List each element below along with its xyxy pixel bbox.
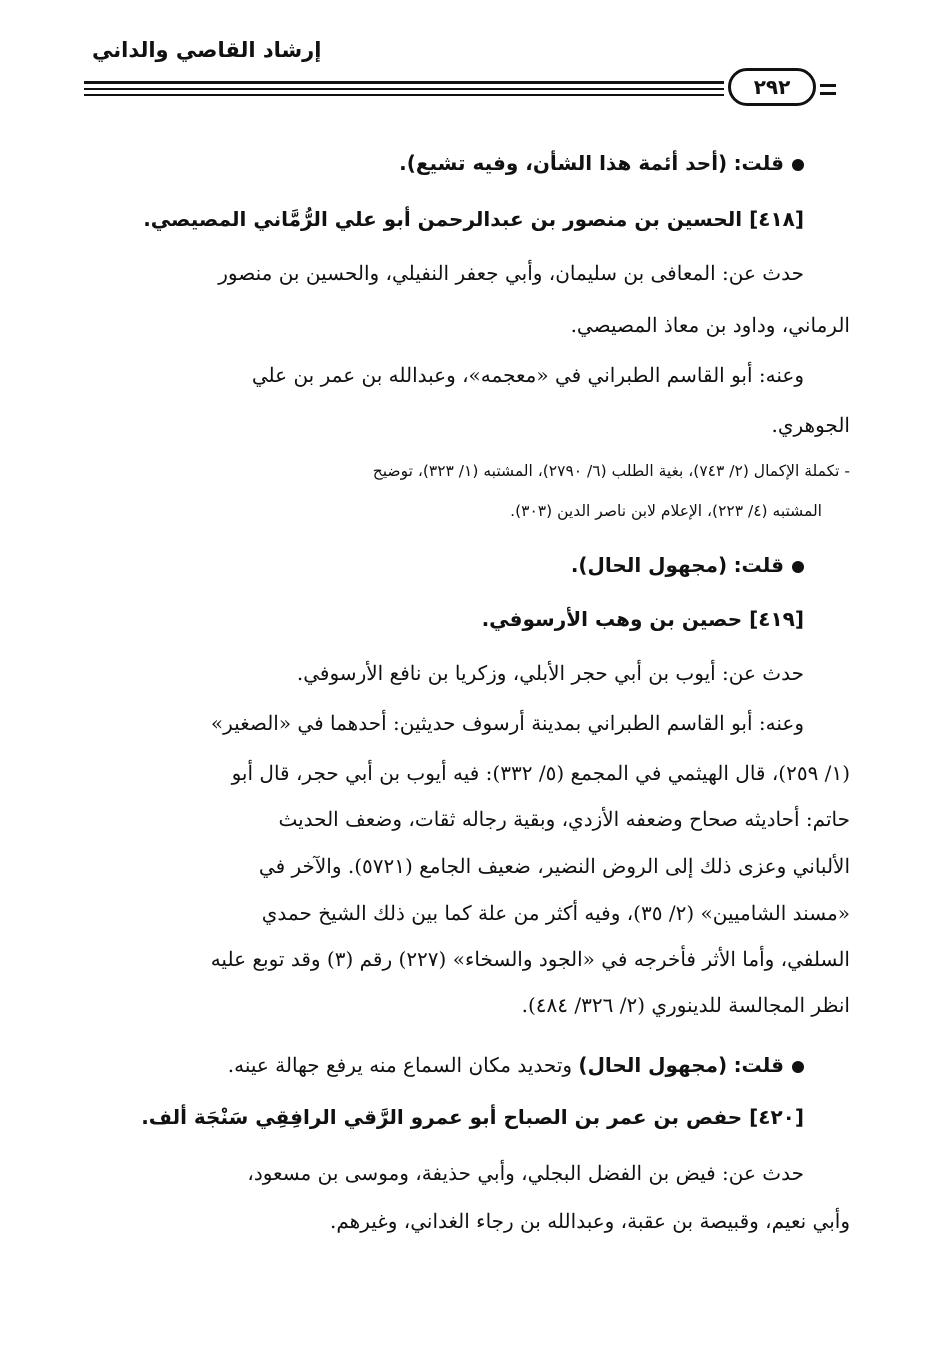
bullet-icon xyxy=(792,1061,804,1073)
qult-text: وتحديد مكان السماع منه يرفع جهالة عينه. xyxy=(227,1053,573,1077)
text-line: الألباني وعزى ذلك إلى الروض النضير، ضعيف الجامع (٥٧٢١). والآخر في xyxy=(258,854,850,878)
text-line: حدث عن: أيوب بن أبي حجر الأبلي، وزكريا بن نافع الأرسوفي. xyxy=(296,661,804,685)
header-rule xyxy=(84,94,724,96)
text-line: السلفي، وأما الأثر فأخرجه في «الجود والسخاء» (٢٢٧) رقم (٣) وقد توبع عليه xyxy=(210,947,850,971)
text-line xyxy=(80,542,850,588)
header-rule xyxy=(84,81,724,84)
text-line xyxy=(80,140,850,186)
running-title: إرشاد القاصي والداني xyxy=(92,38,322,62)
text-line: حاتم: أحاديثه صحاح وضعفه الأزدي، وبقية رجاله ثقات، وضعف الحديث xyxy=(278,807,850,831)
entry-heading: [٤١٩] حصين بن وهب الأرسوفي. xyxy=(481,607,804,631)
qult-bold-text: (مجهول الحال) xyxy=(578,1053,728,1077)
text-line: الجوهري. xyxy=(771,413,850,437)
reference-note: - تكملة الإكمال (٢/ ٧٤٣)، بغية الطلب (٦/ ٢٧٩٠)، المشتبه (١/ ٣٢٣)، توضيح xyxy=(372,462,850,480)
bullet-icon xyxy=(792,561,804,573)
text-line: وأبي نعيم، وقبيصة بن عقبة، وعبدالله بن رجاء الغداني، وغيرهم. xyxy=(330,1209,850,1233)
qult-label: قلت: xyxy=(733,1053,784,1077)
entry-heading: [٤٢٠] حفص بن عمر بن الصباح أبو عمرو الرَّقي الرافِقِي سَنْجَة ألف. xyxy=(141,1105,804,1129)
text-line: وعنه: أبو القاسم الطبراني بمدينة أرسوف حديثين: أحدهما في «الصغير» xyxy=(210,711,804,735)
qult-label: قلت: xyxy=(733,151,784,175)
qult-text: (مجهول الحال). xyxy=(570,553,728,577)
text-line: حدث عن: المعافى بن سليمان، وأبي جعفر النفيلي، والحسين بن منصور xyxy=(218,261,804,285)
reference-note: المشتبه (٤/ ٢٢٣)، الإعلام لابن ناصر الدين (٣٠٣). xyxy=(510,502,822,520)
bullet-icon xyxy=(792,159,804,171)
qult-label: قلت: xyxy=(733,553,784,577)
text-line: الرماني، وداود بن معاذ المصيصي. xyxy=(570,313,850,337)
text-line: انظر المجالسة للدينوري (٢/ ٣٢٦/ ٤٨٤). xyxy=(521,993,850,1017)
entry-heading: [٤١٨] الحسين بن منصور بن عبدالرحمن أبو علي الرُّمَّاني المصيصي. xyxy=(143,207,804,231)
text-line xyxy=(80,1042,850,1088)
text-line: وعنه: أبو القاسم الطبراني في «معجمه»، وعبدالله بن عمر بن علي xyxy=(251,363,804,387)
text-line: حدث عن: فيض بن الفضل البجلي، وأبي حذيفة، وموسى بن مسعود، xyxy=(247,1161,804,1185)
page-number: ٢٩٢ xyxy=(728,68,816,106)
header-rule xyxy=(820,92,836,95)
qult-text: (أحد أئمة هذا الشأن، وفيه تشيع). xyxy=(399,151,728,175)
text-line: (١/ ٢٥٩)، قال الهيثمي في المجمع (٥/ ٣٣٢): فيه أيوب بن أبي حجر، قال أبو xyxy=(231,761,850,785)
header-rule xyxy=(820,84,836,87)
header-rule xyxy=(84,88,724,90)
text-line: «مسند الشاميين» (٢/ ٣٥)، وفيه أكثر من علة كما بين ذلك الشيخ حمدي xyxy=(261,901,850,925)
